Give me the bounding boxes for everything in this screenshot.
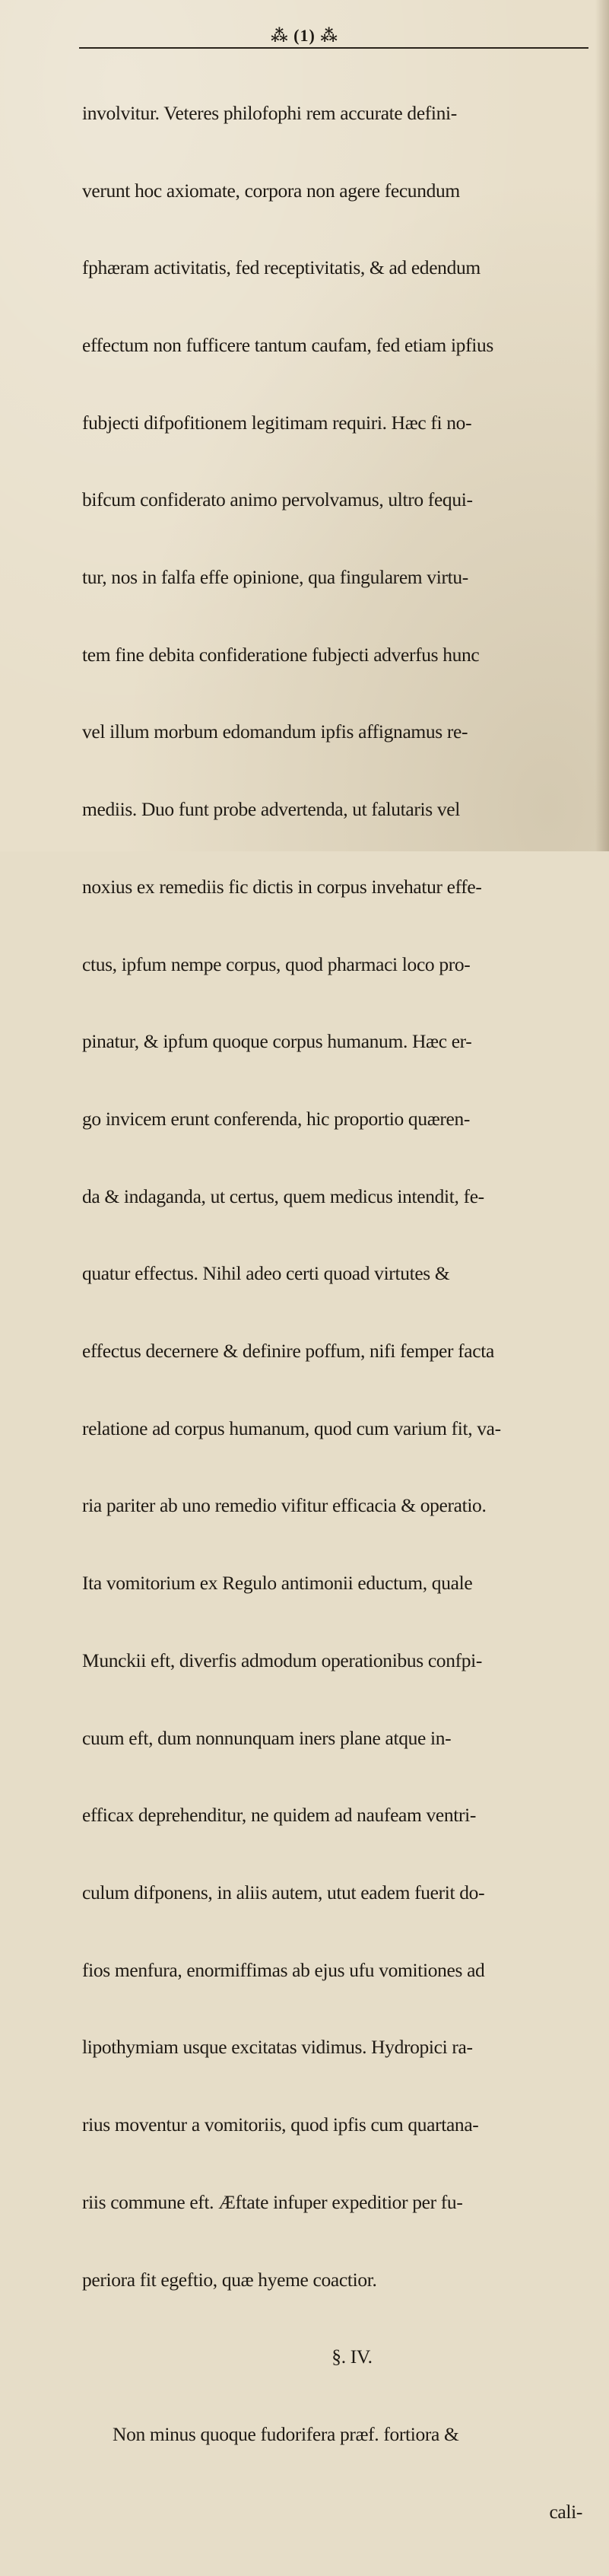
text-line: ria pariter ab uno remedio vifitur efficacia & operatio. xyxy=(82,1494,487,1517)
text-line: culum difponens, in aliis autem, utut eadem fuerit do- xyxy=(82,1881,485,1903)
text-line: bifcum confiderato animo pervolvamus, ultro fequi- xyxy=(82,488,473,511)
text-line: cuum eft, dum nonnunquam iners plane atque in- xyxy=(82,1726,452,1749)
text-line: noxius ex remediis fic dictis in corpus invehatur effe- xyxy=(82,875,482,898)
text-line: involvitur. Veteres philofophi rem accurate defini- xyxy=(82,101,457,124)
text-line: effectus decernere & definire poffum, nifi femper facta xyxy=(82,1340,494,1363)
text-line: mediis. Duo funt probe advertenda, ut falutaris vel xyxy=(82,798,460,821)
text-line: pinatur, & ipfum quoque corpus humanum. Hæc er- xyxy=(82,1030,472,1053)
text-line: ctus, ipfum nempe corpus, quod pharmaci loco pro- xyxy=(82,952,471,975)
text-line: quatur effectus. Nihil adeo certi quoad virtutes & xyxy=(82,1262,450,1285)
text-line: Ita vomitorium ex Regulo antimonii eductum, quale xyxy=(82,1572,473,1595)
text-line: verunt hoc axiomate, corpora non agere fecundum xyxy=(82,179,460,202)
text-line: fios menfura, enormiffimas ab ejus ufu vomitiones ad xyxy=(82,1958,485,1981)
text-line: vel illum morbum edomandum ipfis affignamus re- xyxy=(82,720,468,743)
text-line: Munckii eft, diverfis admodum operationibus confpi- xyxy=(82,1649,483,1671)
body-text xyxy=(82,49,592,2576)
section-heading: §. IV. xyxy=(331,2345,373,2368)
text-line: effectum non fufficere tantum caufam, fed etiam ipfius xyxy=(82,333,493,356)
text-line: lipothymiam usque excitatas vidimus. Hydropici ra- xyxy=(82,2036,473,2059)
text-line: efficax deprehenditur, ne quidem ad naufeam ventri- xyxy=(82,1804,477,1827)
text-line: tem fine debita confideratione fubjecti adverfus hunc xyxy=(82,643,480,666)
page-header-mark: ⁂ (1) ⁂ xyxy=(271,26,338,45)
text-line: fubjecti difpofitionem legitimam requiri. Hæc fi no- xyxy=(82,411,472,434)
text-line: tur, nos in falfa effe opinione, qua fingularem virtu- xyxy=(82,566,468,589)
text-line: riis commune eft. Æftate infuper expeditior per fu- xyxy=(82,2190,463,2213)
text-line: Non minus quoque fudorifera præf. fortiora & xyxy=(113,2422,459,2445)
text-line: periora fit egeftio, quæ hyeme coactior. xyxy=(82,2268,377,2291)
page-edge-shadow xyxy=(595,0,609,851)
text-line: fphæram activitatis, fed receptivitatis, & ad edendum xyxy=(82,256,481,279)
text-line: go invicem erunt conferenda, hic proportio quæren- xyxy=(82,1107,471,1130)
text-line: relatione ad corpus humanum, quod cum varium fit, va- xyxy=(82,1417,501,1439)
catchword: cali- xyxy=(549,2500,582,2523)
text-line: da & indaganda, ut certus, quem medicus intendit, fe- xyxy=(82,1185,484,1207)
text-line: rius moventur a vomitoriis, quod ipfis cum quartana- xyxy=(82,2113,479,2136)
